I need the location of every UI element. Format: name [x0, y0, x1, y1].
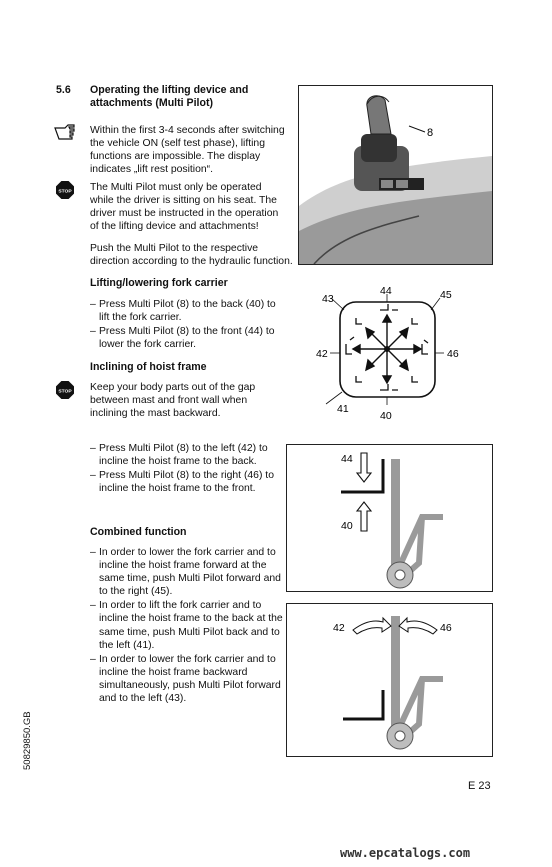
- page-number: E 23: [468, 780, 491, 792]
- stop-paragraph-seat: The Multi Pilot must only be operated while the driver is sitting on his seat. The driver must be instructed in the operation of the lifting device and attachments!: [90, 182, 279, 233]
- combined-heading: Combined function: [90, 526, 187, 538]
- label-42: 42: [316, 348, 328, 360]
- incline-illustration: [287, 604, 492, 756]
- multi-pilot-direction-diagram: [300, 282, 490, 424]
- push-paragraph: Push the Multi Pilot to the respective direction according to the hydraulic function.: [90, 243, 293, 268]
- incline-label-42: 42: [333, 622, 345, 634]
- lifting-heading: Lifting/lowering fork carrier: [90, 277, 228, 289]
- lifting-list: [90, 298, 286, 352]
- list-item: – In order to lower the fork carrier and to incline the hoist frame backward simultaneously, push Multi Pilot forward and to the left (43).: [90, 653, 286, 705]
- list-item: – Press Multi Pilot (8) to the back (40) to lift the fork carrier.: [90, 298, 286, 324]
- combined-list: [90, 546, 286, 706]
- stop-label: STOP: [58, 189, 72, 195]
- list-item: – Press Multi Pilot (8) to the right (46) to incline the hoist frame to the front.: [90, 469, 286, 495]
- label-41: 41: [337, 403, 349, 415]
- list-item: – Press Multi Pilot (8) to the front (44) to lower the fork carrier.: [90, 325, 286, 351]
- stop-sign-icon: [56, 181, 74, 199]
- list-item: – In order to lift the fork carrier and to incline the hoist frame to the back at the same time, push Multi Pilot back and to the left (41).: [90, 599, 286, 651]
- list-item: – In order to lower the fork carrier and to incline the hoist frame forward at the same time, push Multi Pilot forward and to the right (45).: [90, 546, 286, 598]
- label-43: 43: [322, 293, 334, 305]
- note-paragraph: Within the first 3-4 seconds after switching the vehicle ON (self test phase), lifting functions are impossible. The display indicates „lift rest position“.: [90, 125, 285, 176]
- incline-figure: [286, 603, 493, 757]
- lift-label-44: 44: [341, 453, 353, 465]
- inclining-heading: Inclining of hoist frame: [90, 361, 207, 373]
- section-number: 5.6: [56, 84, 71, 96]
- document-code: 50829850.GB: [22, 711, 33, 770]
- lift-label-40: 40: [341, 520, 353, 532]
- section-title: Operating the lifting device and attachments (Multi Pilot): [90, 84, 249, 110]
- list-item: – Press Multi Pilot (8) to the left (42) to incline the hoist frame to the back.: [90, 442, 286, 468]
- stop-sign-icon: [56, 381, 74, 399]
- stop-paragraph-gap: Keep your body parts out of the gap between mast and front wall when inclining the mast backward.: [90, 382, 256, 420]
- joystick-illustration: [299, 86, 492, 264]
- inclining-list: [90, 442, 286, 496]
- pointing-hand-icon: [54, 124, 76, 140]
- lift-lower-figure: [286, 444, 493, 592]
- lift-lower-illustration: [287, 445, 492, 591]
- label-40: 40: [380, 410, 392, 422]
- stop-label: STOP: [58, 389, 72, 395]
- label-45: 45: [440, 289, 452, 301]
- joystick-figure: [298, 85, 493, 265]
- joystick-label: 8: [427, 127, 434, 139]
- label-44: 44: [380, 285, 392, 297]
- label-46: 46: [447, 348, 459, 360]
- watermark-link[interactable]: www.epcatalogs.com: [340, 846, 471, 860]
- incline-label-46: 46: [440, 622, 452, 634]
